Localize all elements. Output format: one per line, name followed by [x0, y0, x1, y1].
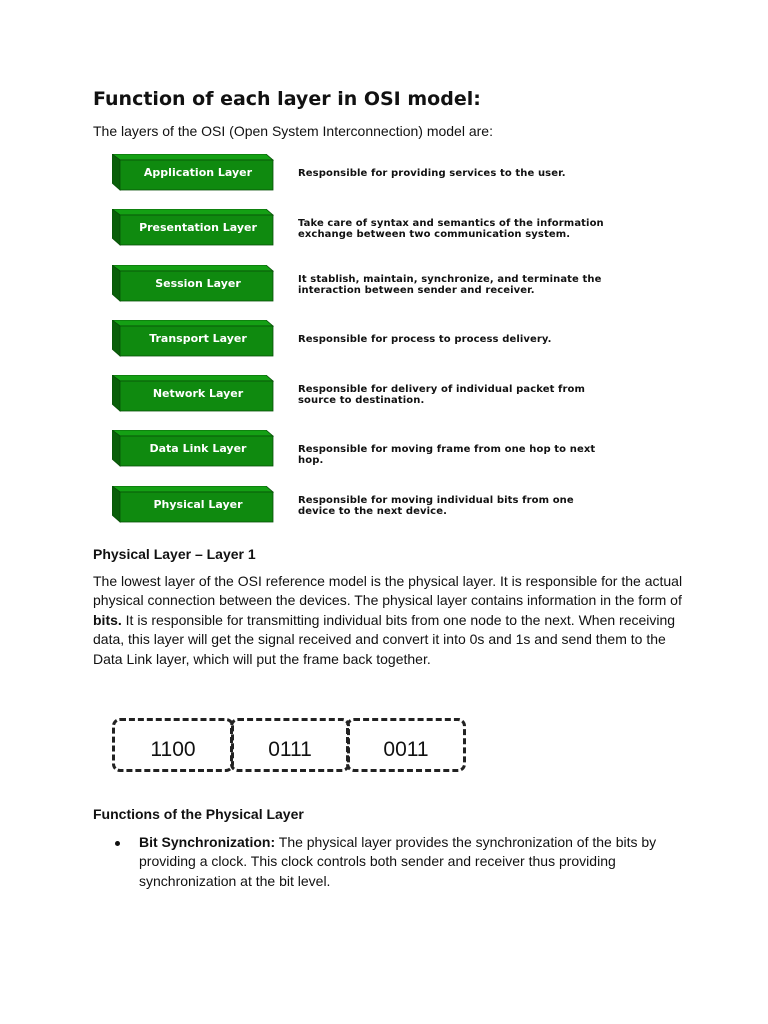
layer-block [112, 375, 274, 413]
layer-description: It stablish, maintain, synchronize, and terminate the interaction between sender and receiver. [298, 274, 602, 296]
layer-label: Presentation Layer [139, 221, 257, 234]
list-item [93, 833, 683, 893]
layer-description: Responsible for moving frame from one hop to next hop. [298, 444, 596, 466]
bit-frame [230, 718, 350, 772]
layer-label: Transport Layer [149, 332, 247, 345]
list-item-description: The physical layer provides the synchronization of the bits by providing a clock. This clock controls both sender and receiver thus providing synchronization at the bit level. [139, 834, 657, 889]
layer-description: Responsible for process to process delivery. [298, 334, 552, 345]
osi-layers-diagram [110, 150, 630, 530]
functions-heading: Functions of the Physical Layer [93, 806, 304, 822]
list-item-text [139, 833, 679, 891]
list-item-term: Bit Synchronization: [139, 834, 276, 850]
osi-layer-row [110, 486, 630, 526]
layer-label: Session Layer [155, 277, 241, 290]
layer-block [112, 154, 274, 192]
layer-label: Application Layer [143, 166, 253, 179]
physical-layer-heading: Physical Layer – Layer 1 [93, 546, 256, 562]
paragraph-text-1: The lowest layer of the OSI reference model is the physical layer. It is responsible for the actual physical connection between the devices. The physical layer contains information in the form of [93, 573, 683, 609]
layer-block [112, 320, 274, 358]
layer-description: Responsible for moving individual bits from one device to the next device. [298, 495, 574, 517]
layer-label: Physical Layer [153, 498, 243, 511]
paragraph-text-2: It is responsible for transmitting individual bits from one node to the next. When receiving data, this layer will get the signal received and convert it into 0s and 1s and send them to the Data Link layer, which will put the frame back together. [93, 611, 676, 667]
layer-block [112, 209, 274, 247]
bit-frames-figure [112, 716, 472, 780]
layer-label: Network Layer [152, 387, 244, 400]
layer-description: Take care of syntax and semantics of the information exchange between two communication system. [298, 218, 604, 240]
layer-description: Responsible for providing services to the user. [298, 168, 566, 179]
layer-description: Responsible for delivery of individual packet from source to destination. [298, 384, 586, 406]
osi-layer-row [110, 265, 630, 305]
osi-layer-row [110, 320, 630, 360]
bit-frame [112, 718, 234, 772]
bit-group-text: 1100 [150, 738, 196, 761]
page-title: Function of each layer in OSI model: [93, 88, 481, 110]
bit-group-text: 0111 [268, 738, 312, 761]
osi-layer-row [110, 430, 630, 470]
layer-block [112, 430, 274, 468]
intro-text: The layers of the OSI (Open System Interconnection) model are: [93, 123, 493, 139]
osi-layer-row [110, 375, 630, 415]
physical-layer-paragraph [93, 572, 683, 669]
bullet-icon [115, 841, 120, 846]
osi-layer-row [110, 209, 630, 249]
osi-layer-row [110, 154, 630, 194]
bit-frame [346, 718, 466, 772]
bit-group-text: 0011 [383, 738, 429, 761]
layer-block [112, 486, 274, 524]
functions-list [93, 833, 683, 893]
layer-label: Data Link Layer [149, 442, 247, 455]
layer-block [112, 265, 274, 303]
paragraph-bold-bits: bits. [93, 611, 122, 628]
